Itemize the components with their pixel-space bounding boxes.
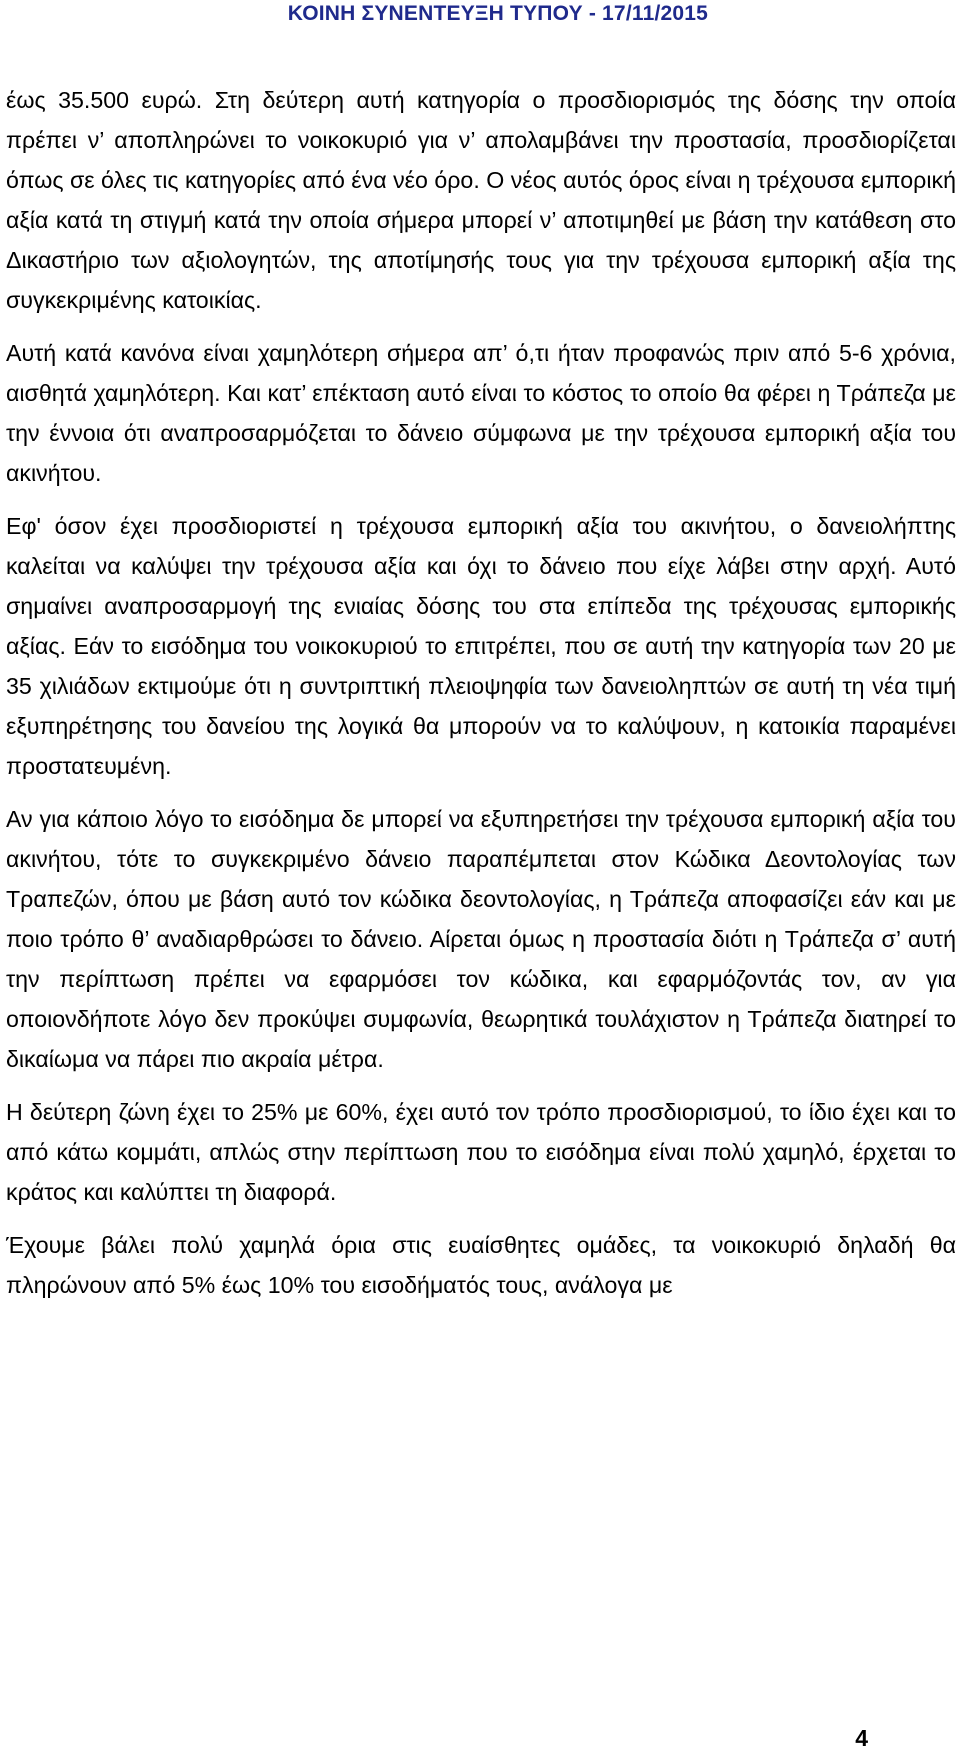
document-body xyxy=(6,80,956,1305)
document-header: ΚΟΙΝΗ ΣΥΝΕΝΤΕΥΞΗ ΤΥΠΟΥ - 17/11/2015 xyxy=(287,2,708,25)
paragraph: Η δεύτερη ζώνη έχει το 25% με 60%, έχει αυτό τον τρόπο προσδιορισμού, το ίδιο έχει και το από κάτω κομμάτι, απλώς στην περίπτωση που το εισόδημα είναι πολύ χαμηλό, έρχεται το κράτος και καλύπτει τη διαφορά. xyxy=(6,1099,956,1205)
paragraph: Έχουμε βάλει πολύ χαμηλά όρια στις ευαίσθητες ομάδες, τα νοικοκυριό δηλαδή θα πληρώνουν από 5% έως 10% του εισοδήματός τους, ανάλογα με xyxy=(6,1232,956,1298)
paragraph: έως 35.500 ευρώ. Στη δεύτερη αυτή κατηγορία ο προσδιορισμός της δόσης την οποία πρέπει ν’ αποπληρώνει το νοικοκυριό για ν’ απολαμβάνει την προστασία, προσδιορίζεται όπως σε όλες τις κατηγορίες από ένα νέο όρο. Ο νέος αυτός όρος είναι η τρέχουσα εμπορική αξία κατά τη στιγμή κατά την οποία σήμερα μπορεί ν’ αποτιμηθεί με βάση την κατάθεση στο Δικαστήριο των αξιολογητών, της αποτίμησής τους για την τρέχουσα εμπορική αξία της συγκεκριμένης κατοικίας. xyxy=(6,87,956,313)
paragraph: Εφ' όσον έχει προσδιοριστεί η τρέχουσα εμπορική αξία του ακινήτου, ο δανειολήπτης καλείται να καλύψει την τρέχουσα αξία και όχι το δάνειο που είχε λάβει στην αρχή. Αυτό σημαίνει αναπροσαρμογή της ενιαίας δόσης του στα επίπεδα της τρέχουσας εμπορικής αξίας. Εάν το εισόδημα του νοικοκυριού το επιτρέπει, που σε αυτή την κατηγορία των 20 με 35 χιλιάδων εκτιμούμε ότι η συντριπτική πλειοψηφία των δανειοληπτών σε αυτή τη νέα τιμή εξυπηρέτησης του δανείου της λογικά θα μπορούν να το καλύψουν, η κατοικία παραμένει προστατευμένη. xyxy=(6,513,956,779)
paragraph: Αν για κάποιο λόγο το εισόδημα δε μπορεί να εξυπηρετήσει την τρέχουσα εμπορική αξία του ακινήτου, τότε το συγκεκριμένο δάνειο παραπέμπεται στον Κώδικα Δεοντολογίας των Τραπεζών, όπου με βάση αυτό τον κώδικα δεοντολογίας, η Τράπεζα αποφασίζει εάν και με ποιο τρόπο θ’ αναδιαρθρώσει το δάνειο. Αίρεται όμως η προστασία διότι η Τράπεζα σ’ αυτή την περίπτωση πρέπει να εφαρμόσει τον κώδικα, και εφαρμόζοντάς τον, αν για οποιονδήποτε λόγο δεν προκύψει συμφωνία, θεωρητικά τουλάχιστον η Τράπεζα διατηρεί το δικαίωμα να πάρει πιο ακραία μέτρα. xyxy=(6,806,956,1072)
paragraph: Αυτή κατά κανόνα είναι χαμηλότερη σήμερα απ’ ό,τι ήταν προφανώς πριν από 5-6 χρόνια, αισθητά χαμηλότερη. Και κατ’ επέκταση αυτό είναι το κόστος το οποίο θα φέρει η Τράπεζα με την έννοια ότι αναπροσαρμόζεται το δάνειο σύμφωνα με την τρέχουσα εμπορική αξία του ακινήτου. xyxy=(6,340,956,486)
page-number: 4 xyxy=(855,1725,868,1751)
